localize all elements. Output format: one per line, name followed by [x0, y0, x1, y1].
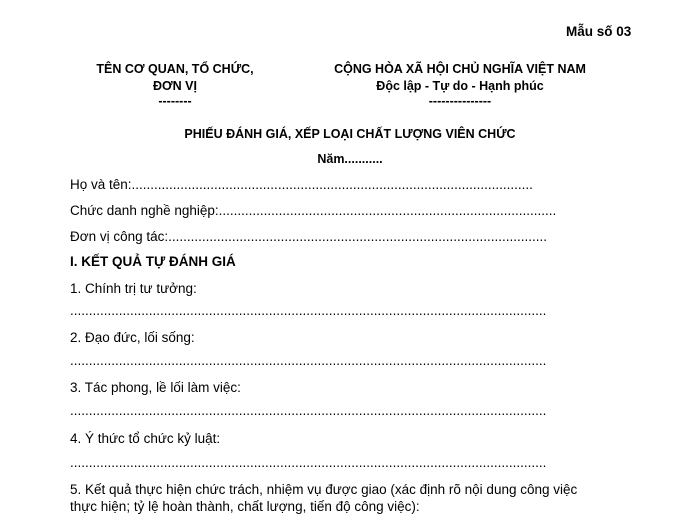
agency-name-line2: ĐƠN VỊ — [152, 79, 197, 93]
answer-line-3: ............................................................................................................................... — [70, 403, 547, 418]
answer-line-4: ............................................................................................................................... — [70, 455, 547, 470]
field-full-name: Họ và tên:........................................................................................................... — [70, 177, 533, 192]
agency-name-line1: TÊN CƠ QUAN, TỔ CHỨC, — [96, 62, 254, 76]
national-motto: Độc lập - Tự do - Hạnh phúc — [376, 79, 544, 93]
answer-line-2: ............................................................................................................................... — [70, 353, 547, 368]
item-working-style: 3. Tác phong, lề lối làm việc: — [70, 380, 241, 395]
national-title: CỘNG HÒA XÃ HỘI CHỦ NGHĨA VIỆT NAM — [334, 62, 586, 76]
form-year: Năm........... — [317, 152, 383, 166]
item-discipline: 4. Ý thức tổ chức kỷ luật: — [70, 431, 221, 446]
item-political-ideology: 1. Chính trị tư tưởng: — [70, 281, 197, 296]
answer-line-1: ............................................................................................................................... — [70, 303, 547, 318]
item-task-results-line2: thực hiện; tỷ lệ hoàn thành, chất lượng, tiến độ công việc): — [70, 499, 420, 514]
field-work-unit: Đơn vị công tác:..................................................................................................... — [70, 229, 547, 244]
form-number: Mẫu số 03 — [566, 24, 632, 39]
form-title: PHIẾU ĐÁNH GIÁ, XẾP LOẠI CHẤT LƯỢNG VIÊN CHỨC — [184, 127, 516, 141]
national-rule: --------------- — [428, 94, 492, 108]
section-title: I. KẾT QUẢ TỰ ĐÁNH GIÁ — [70, 254, 236, 269]
agency-rule: -------- — [158, 94, 192, 108]
field-job-title: Chức danh nghề nghiệp:.......................................................................................... — [70, 203, 557, 218]
item-ethics-lifestyle: 2. Đạo đức, lối sống: — [70, 330, 195, 345]
item-task-results-line1: 5. Kết quả thực hiện chức trách, nhiệm vụ được giao (xác định rõ nội dung công việc — [70, 482, 578, 497]
